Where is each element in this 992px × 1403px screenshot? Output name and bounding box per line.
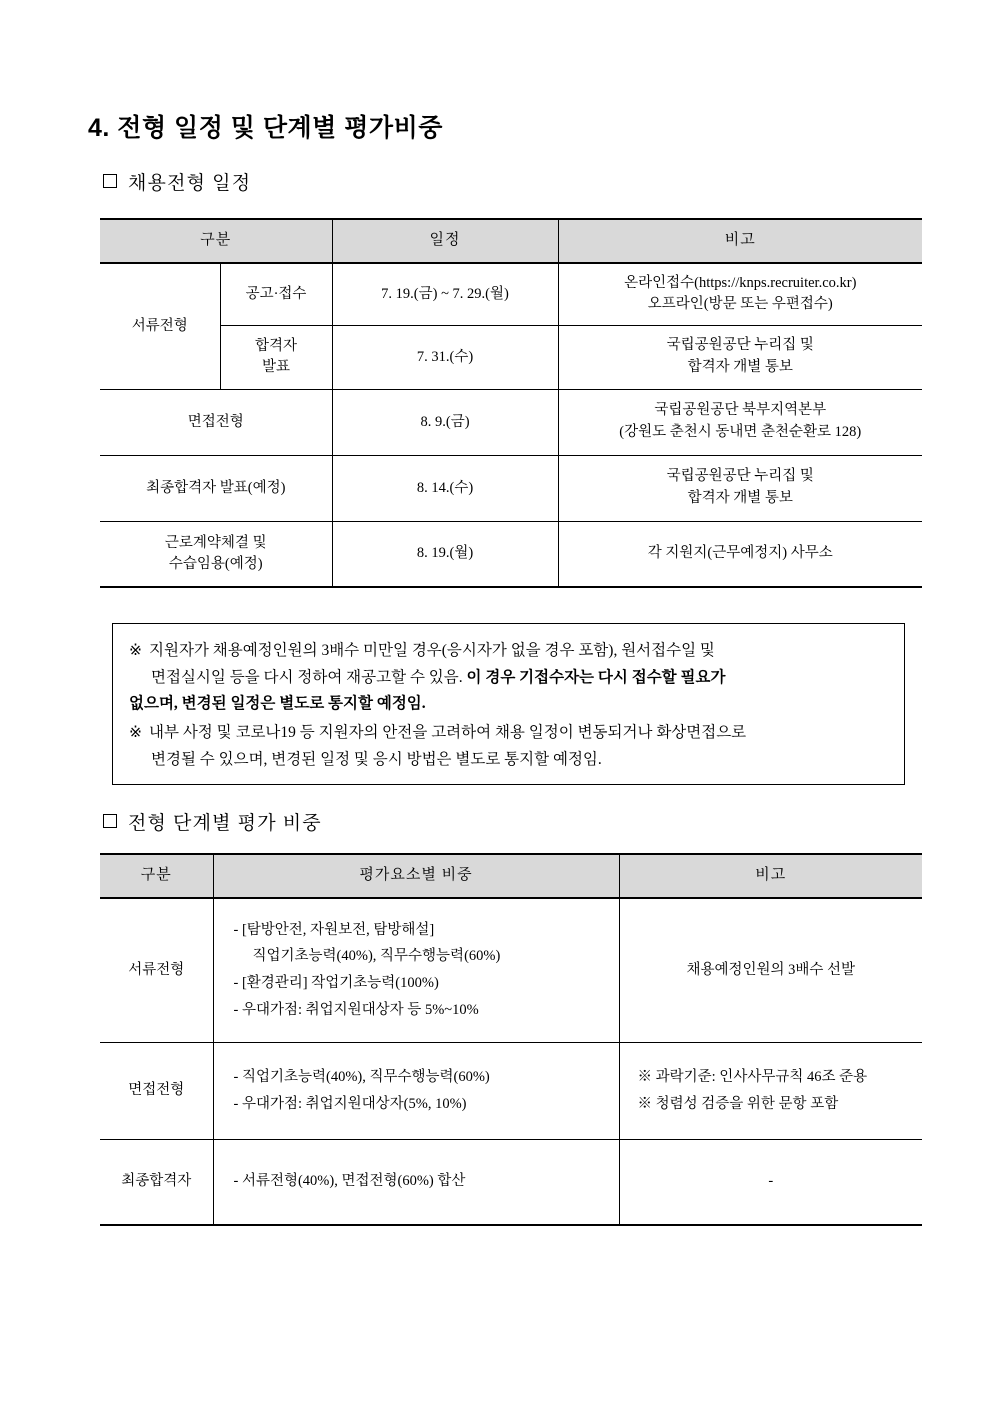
cell-stage-contract-appointment: 근로계약체결 및 수습임용(예정) (100, 521, 332, 587)
table-row (100, 1042, 922, 1139)
column-header-remark: 비고 (558, 219, 922, 263)
square-bullet-icon (103, 174, 117, 188)
cell-stage-document-screening: 서류전형 (100, 263, 220, 389)
cell-stage-interview: 면접전형 (100, 389, 332, 455)
cell-date-announcement-application: 7. 19.(금) ~ 7. 29.(월) (332, 263, 558, 325)
cell-date-final-result: 8. 14.(수) (332, 455, 558, 521)
notice-1-line-1: 지원자가 채용예정인원의 3배수 미만일 경우(응시자가 없을 경우 포함), 원서접수일 및 (149, 642, 715, 659)
cell-remark-final-result: 국립공원공단 누리집 및 합격자 개별 통보 (558, 455, 922, 521)
cell-date-contract-appointment: 8. 19.(월) (332, 521, 558, 587)
table-header-row (100, 854, 922, 898)
section-heading-weights (103, 808, 322, 835)
notice-2-line-1: 내부 사정 및 코로나19 등 지원자의 안전을 고려하여 채용 일정이 변동되거나 화상면접으로 (149, 723, 747, 741)
notice-box (112, 623, 905, 785)
table-row (100, 898, 922, 1042)
section-heading-schedule-label: 채용전형 일정 (128, 173, 252, 194)
cell-remark-interview: ※ 과락기준: 인사사무규칙 46조 준용 ※ 청렴성 검증을 위한 문항 포함 (619, 1042, 922, 1139)
section-heading-schedule (103, 168, 251, 195)
cell-weights-final-successful: - 서류전형(40%), 면접전형(60%) 합산 (213, 1139, 619, 1225)
cell-remark-document-screening: 채용예정인원의 3배수 선발 (619, 898, 922, 1042)
page-title: 4. 전형 일정 및 단계별 평가비중 (88, 114, 443, 142)
cell-remark-contract-appointment: 각 지원지(근무예정지) 사무소 (558, 521, 922, 587)
column-header-remark: 비고 (619, 854, 922, 898)
cell-weights-document-screening: - [탐방안전, 자원보전, 탐방해설] 직업기초능력(40%), 직무수행능력(60%) - [환경관리] 작업기초능력(100%) - 우대가점: 취업지원대상자 등 5%~10% (213, 898, 619, 1042)
column-header-category: 구분 (100, 854, 213, 898)
table-row (100, 325, 922, 389)
table-row (100, 263, 922, 325)
notice-1-line-2: 면접실시일 등을 다시 정하여 재공고할 수 있음. 이 경우 기접수자는 다시 접수할 필요가 (151, 668, 726, 686)
notice-item-1 (129, 638, 888, 718)
cell-stage-final-result: 최종합격자 발표(예정) (100, 455, 332, 521)
cell-remark-interview: 국립공원공단 북부지역본부 (강원도 춘천시 동내면 춘천순환로 128) (558, 389, 922, 455)
reference-mark-icon: ※ (129, 723, 142, 741)
column-header-category: 구분 (100, 219, 332, 263)
cell-date-result-announcement: 7. 31.(수) (332, 325, 558, 389)
table-row (100, 455, 922, 521)
cell-stage-interview: 면접전형 (100, 1042, 213, 1139)
cell-remark-final-successful: - (619, 1139, 922, 1225)
cell-remark-result-announcement: 국립공원공단 누리집 및 합격자 개별 통보 (558, 325, 922, 389)
evaluation-weight-table (100, 853, 922, 1226)
cell-date-interview: 8. 9.(금) (332, 389, 558, 455)
square-bullet-icon (103, 814, 117, 828)
cell-stage-document-screening: 서류전형 (100, 898, 213, 1042)
reference-mark-icon: ※ (129, 642, 142, 659)
table-row (100, 521, 922, 587)
cell-remark-announcement-application: 온라인접수(https://knps.recruiter.co.kr) 오프라인(방문 또는 우편접수) (558, 263, 922, 325)
table-header-row (100, 219, 922, 263)
notice-1-line-3: 없으며, 변경된 일정은 별도로 통지할 예정임. (129, 695, 426, 713)
column-header-date: 일정 (332, 219, 558, 263)
cell-stage-final-successful: 최종합격자 (100, 1139, 213, 1225)
notice-item-2 (129, 720, 888, 773)
table-row (100, 389, 922, 455)
column-header-weights: 평가요소별 비중 (213, 854, 619, 898)
notice-2-line-2: 변경될 수 있으며, 변경된 일정 및 응시 방법은 별도로 통지할 예정임. (151, 750, 602, 768)
table-row (100, 1139, 922, 1225)
section-heading-weights-label: 전형 단계별 평가 비중 (128, 813, 322, 834)
cell-substage-announcement-application: 공고·접수 (220, 263, 332, 325)
recruitment-schedule-table (100, 218, 922, 588)
cell-substage-result-announcement: 합격자 발표 (220, 325, 332, 389)
cell-weights-interview: - 직업기초능력(40%), 직무수행능력(60%) - 우대가점: 취업지원대상자(5%, 10%) (213, 1042, 619, 1139)
